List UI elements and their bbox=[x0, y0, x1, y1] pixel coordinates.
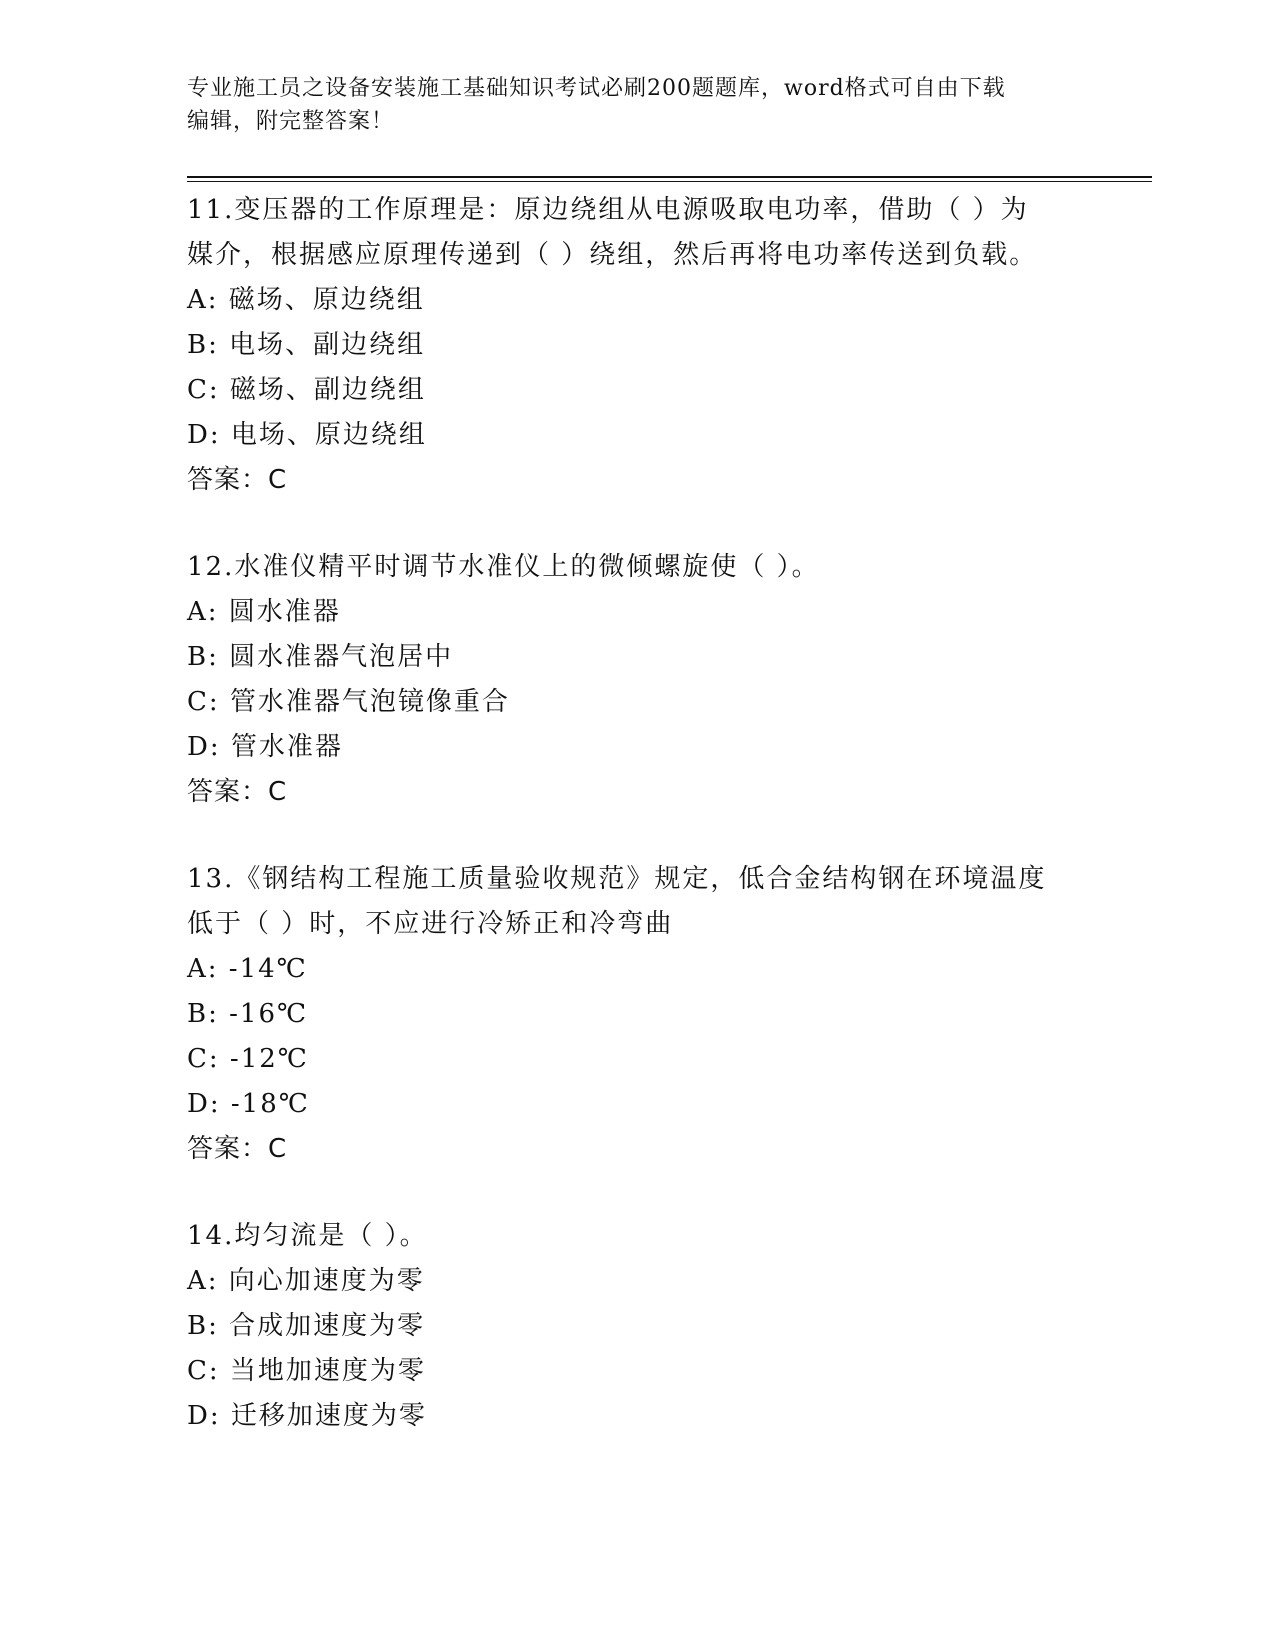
header-line-2: 编辑，附完整答案！ bbox=[187, 109, 395, 134]
question-stem-line: 12.水准仪精平时调节水准仪上的微倾螺旋使（ ）。 bbox=[187, 552, 820, 582]
option-a: A: 磁场、原边绕组 bbox=[187, 285, 425, 315]
answer-line: 答案：C bbox=[187, 465, 288, 495]
option-d: D: 管水准器 bbox=[187, 732, 343, 762]
header-divider-thin bbox=[187, 181, 1152, 182]
answer-line: 答案：C bbox=[187, 1134, 288, 1164]
option-b: B: 圆水准器气泡居中 bbox=[187, 642, 454, 672]
document-header bbox=[187, 72, 1067, 138]
option-b: B: 电场、副边绕组 bbox=[187, 330, 426, 360]
option-c: C: -12℃ bbox=[187, 1044, 309, 1074]
option-a: A: 圆水准器 bbox=[187, 597, 341, 627]
question-stem-line: 媒介，根据感应原理传递到（ ）绕组，然后再将电功率传送到负载。 bbox=[187, 240, 1038, 270]
option-c: C: 当地加速度为零 bbox=[187, 1356, 426, 1386]
question-stem-line: 11.变压器的工作原理是：原边绕组从电源吸取电功率，借助（ ）为 bbox=[187, 195, 1029, 225]
question-11 bbox=[187, 188, 1117, 503]
option-b: B: 合成加速度为零 bbox=[187, 1311, 426, 1341]
header-line-1: 专业施工员之设备安装施工基础知识考试必刷200题题库，word格式可自由下载 bbox=[187, 76, 1006, 101]
option-d: D: 迁移加速度为零 bbox=[187, 1401, 427, 1431]
option-b: B: -16℃ bbox=[187, 999, 309, 1029]
option-d: D: 电场、原边绕组 bbox=[187, 420, 427, 450]
question-stem-line: 14.均匀流是（ ）。 bbox=[187, 1221, 428, 1251]
option-c: C: 磁场、副边绕组 bbox=[187, 375, 426, 405]
answer-line: 答案：C bbox=[187, 777, 288, 807]
question-stem-line: 13.《钢结构工程施工质量验收规范》规定，低合金结构钢在环境温度 bbox=[187, 864, 1047, 894]
option-d: D: -18℃ bbox=[187, 1089, 310, 1119]
question-stem-line: 低于（ ）时，不应进行冷矫正和冷弯曲 bbox=[187, 909, 674, 939]
option-a: A: 向心加速度为零 bbox=[187, 1266, 425, 1296]
question-13 bbox=[187, 857, 1117, 1172]
header-divider-thick bbox=[187, 176, 1152, 178]
option-a: A: -14℃ bbox=[187, 954, 308, 984]
question-list bbox=[187, 188, 1117, 1481]
question-12 bbox=[187, 545, 1117, 815]
option-c: C: 管水准器气泡镜像重合 bbox=[187, 687, 510, 717]
question-14 bbox=[187, 1214, 1117, 1439]
